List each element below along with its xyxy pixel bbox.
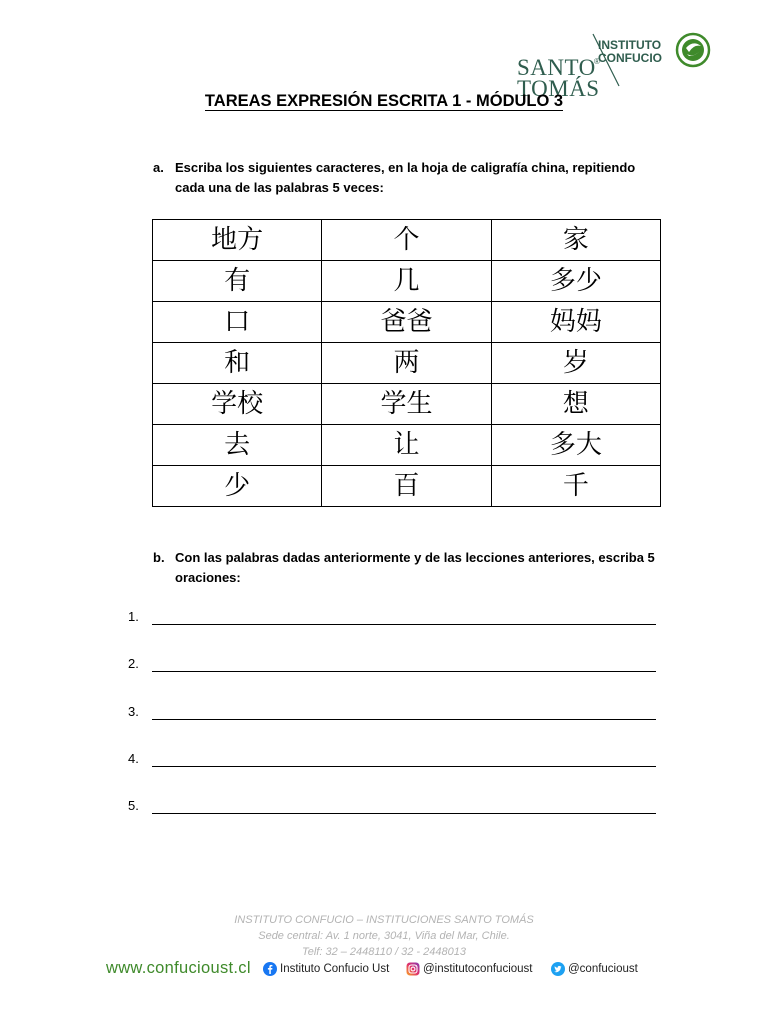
instruction-b-text: Con las palabras dadas anteriormente y de las lecciones anteriores, escriba 5 oraciones: xyxy=(175,550,655,585)
sentence-line-5[interactable] xyxy=(128,798,658,818)
instruction-b xyxy=(153,548,658,588)
footer-institution: INSTITUTO CONFUCIO – INSTITUCIONES SANTO TOMÁS xyxy=(234,914,534,926)
confucio-circle-logo-icon xyxy=(675,32,711,68)
instruction-a xyxy=(153,158,658,198)
logo-institute-text xyxy=(598,39,662,65)
table-cell: 多少 xyxy=(491,261,660,302)
sentence-line-1[interactable] xyxy=(128,609,658,629)
table-cell: 两 xyxy=(322,343,491,384)
table-row xyxy=(153,220,661,261)
page-title-text: TAREAS EXPRESIÓN ESCRITA 1 - MÓDULO 3 xyxy=(204,92,564,110)
facebook-handle: Instituto Confucio Ust xyxy=(280,963,390,975)
santo-tomas-confucio-logo xyxy=(514,30,754,100)
table-cell: 让 xyxy=(322,425,491,466)
sentence-number: 3. xyxy=(128,704,139,719)
sentence-number: 4. xyxy=(128,751,139,766)
sentence-blank xyxy=(152,671,656,672)
footer-website-link[interactable]: www.confucioust.cl xyxy=(106,959,251,977)
footer-twitter-link[interactable] xyxy=(551,962,638,976)
twitter-handle: @confucioust xyxy=(568,963,638,975)
twitter-icon xyxy=(551,962,565,976)
sentence-line-3[interactable] xyxy=(128,704,658,724)
footer-phone: Telf: 32 – 2448110 / 32 - 2448013 xyxy=(302,946,466,958)
footer-instagram-link[interactable] xyxy=(406,962,532,976)
table-cell: 个 xyxy=(322,220,491,261)
table-cell: 几 xyxy=(322,261,491,302)
facebook-icon xyxy=(263,962,277,976)
table-cell: 去 xyxy=(153,425,322,466)
sentence-line-4[interactable] xyxy=(128,751,658,771)
table-cell: 和 xyxy=(153,343,322,384)
instagram-handle: @institutoconfucioust xyxy=(423,963,533,975)
sentence-number: 1. xyxy=(128,609,139,624)
instruction-a-text: Escriba los siguientes caracteres, en la hoja de caligrafía china, repitiendo cada una de las palabras 5 veces: xyxy=(175,160,636,195)
logo-institute-line1: INSTITUTO xyxy=(598,38,662,52)
footer-address: Sede central: Av. 1 norte, 3041, Viña del Mar, Chile. xyxy=(258,930,510,942)
instruction-b-marker: b. xyxy=(153,550,165,565)
table-row xyxy=(153,425,661,466)
table-cell: 想 xyxy=(491,384,660,425)
logo-registered-mark: ® xyxy=(594,57,600,66)
table-cell: 多大 xyxy=(491,425,660,466)
table-cell: 学生 xyxy=(322,384,491,425)
table-cell: 爸爸 xyxy=(322,302,491,343)
table-row xyxy=(153,343,661,384)
sentence-blank xyxy=(152,719,656,720)
table-cell: 家 xyxy=(491,220,660,261)
logo-santo: SANTO xyxy=(517,55,596,80)
table-cell: 岁 xyxy=(491,343,660,384)
logo-institute-line2: CONFUCIO xyxy=(598,51,662,65)
table-cell: 学校 xyxy=(153,384,322,425)
page-title xyxy=(0,92,768,111)
table-row xyxy=(153,466,661,507)
table-row xyxy=(153,384,661,425)
table-cell: 地方 xyxy=(153,220,322,261)
table-cell: 口 xyxy=(153,302,322,343)
table-cell: 有 xyxy=(153,261,322,302)
table-cell: 少 xyxy=(153,466,322,507)
table-cell: 妈妈 xyxy=(491,302,660,343)
sentence-number: 2. xyxy=(128,656,139,671)
table-row xyxy=(153,261,661,302)
sentence-blank xyxy=(152,624,656,625)
instagram-icon xyxy=(406,962,420,976)
sentence-number: 5. xyxy=(128,798,139,813)
footer-facebook-link[interactable] xyxy=(263,962,389,976)
instruction-a-marker: a. xyxy=(153,160,164,175)
table-row xyxy=(153,302,661,343)
vocabulary-table xyxy=(152,219,661,507)
table-cell: 百 xyxy=(322,466,491,507)
logo-tomas: TOMÁS xyxy=(517,76,600,101)
table-cell: 千 xyxy=(491,466,660,507)
sentence-line-2[interactable] xyxy=(128,656,658,676)
sentence-blank xyxy=(152,766,656,767)
sentence-blank xyxy=(152,813,656,814)
